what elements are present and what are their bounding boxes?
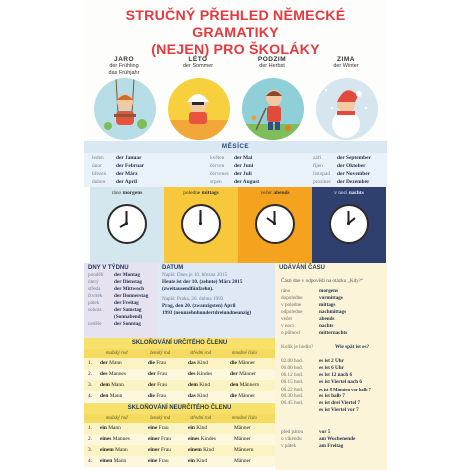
clock-face-icon	[181, 204, 221, 244]
definite-row: 3. dem Mann der Frau dem Kind den Männern	[84, 380, 275, 391]
month-czech: červenec	[210, 171, 230, 177]
definite-row: 1. der Mann die Frau das Kind die Männer	[84, 358, 275, 369]
month-german: der April	[116, 179, 138, 185]
month-row	[313, 154, 371, 162]
day-row: neděle der Sonntag	[88, 321, 141, 327]
clock-evening	[238, 187, 312, 263]
month-czech: říjen	[313, 163, 323, 169]
season-german-alt: das Frühjahr	[108, 70, 140, 76]
time-phrase-row: před pátou vor 5	[281, 429, 331, 435]
day-row: čtvrtek der Donnerstag	[88, 293, 149, 299]
month-czech: září	[313, 155, 322, 161]
daypart-row: dopoledne vormittags	[281, 295, 343, 301]
days-of-week-section	[84, 263, 158, 338]
month-row	[313, 178, 371, 186]
daypart-row: o půlnoci mitternachts	[281, 330, 348, 336]
indefinite-row: 2. eines Mannes einer Frau eines Kindes Männer	[84, 434, 275, 445]
date-section	[158, 263, 275, 338]
month-row	[92, 154, 144, 162]
months-table	[84, 153, 387, 187]
daypart-row: v noci nachts	[281, 323, 334, 329]
season-german: der Herbst	[259, 63, 285, 69]
month-german: der Juni	[234, 163, 254, 169]
clock-time-row: 06.22 hod. es ist 8 Minuten vor halb 7	[281, 387, 371, 393]
clock-time-row: 06.45 hod. es ist drei Viertel 7	[281, 400, 361, 406]
clock-time-row: es ist Viertel vor 7	[319, 407, 359, 413]
month-row	[210, 154, 259, 162]
month-czech: listopad	[313, 171, 331, 177]
clock-night	[312, 187, 386, 263]
month-row	[210, 178, 259, 186]
date-example-2: Napiš: Praha, 20. dubna 1993	[162, 296, 224, 302]
daypart-row: večer abends	[281, 316, 335, 322]
month-row	[92, 178, 144, 186]
season-german: der Winter	[333, 63, 359, 69]
season-winter	[312, 56, 380, 70]
clock-time-row: 02.00 hod. es ist 2 Uhr	[281, 358, 344, 364]
month-german: der Februar	[116, 163, 145, 169]
daypart-row: odpoledne nachmittags	[281, 309, 347, 315]
autumn-rake-illustration	[242, 78, 304, 140]
month-row	[92, 162, 144, 170]
day-row: úterý der Dienstag	[88, 279, 143, 285]
day-row: (Sonnabend)	[114, 314, 143, 320]
months-column-2	[210, 154, 259, 186]
daytime-czech: večer	[260, 190, 273, 196]
season-name: LÉTO	[188, 56, 208, 63]
month-row	[313, 162, 371, 170]
month-german: der März	[116, 171, 138, 177]
poster-title	[84, 8, 387, 59]
winter-snow-illustration	[316, 78, 378, 140]
clock-morning	[90, 187, 164, 263]
month-czech: únor	[92, 163, 102, 169]
season-summer	[164, 56, 232, 70]
day-row: středa der Mittwoch	[88, 286, 145, 292]
month-row	[92, 170, 144, 178]
days-header: DNY V TÝDNU	[88, 265, 129, 271]
month-row	[210, 170, 259, 178]
indefinite-article-header: SKLOŇOVÁNÍ NEURČITÉHO ČLENU	[84, 403, 275, 414]
clock-face-icon	[255, 204, 295, 244]
season-name: ZIMA	[337, 56, 355, 63]
season-german: der Frühling	[109, 63, 139, 69]
date-example-1: Napiš: Dnes je 10. března 2015	[162, 272, 228, 278]
date-example-1-de-2: (zweitausendfünfzehn).	[162, 286, 214, 292]
time-phrase-row: o víkendu am Wochenende	[281, 436, 356, 442]
daypart-row: v poledne mittags	[281, 302, 336, 308]
daytime-german: nachts	[348, 190, 364, 196]
time-telling-section	[275, 263, 387, 470]
month-german: der Mai	[234, 155, 253, 161]
season-name: PODZIM	[257, 56, 287, 63]
season-name: JARO	[113, 56, 135, 63]
month-czech: srpen	[210, 179, 222, 185]
indefinite-row: 3. einem Mann einer Frau einem Kind Männern	[84, 445, 275, 456]
season-autumn	[238, 56, 306, 70]
time-phrase-row: v pátek am Freitag	[281, 443, 344, 449]
daytime-german: mittags	[201, 190, 219, 196]
grammar-poster	[84, 0, 387, 470]
indefinite-row: 4. einen Mann eine Frau ein Kind Männer	[84, 456, 275, 467]
daytime-czech: poledne	[183, 190, 201, 196]
month-czech: leden	[92, 155, 104, 161]
clock-face-icon	[107, 204, 147, 244]
daytime-czech: v noci	[334, 190, 348, 196]
daytime-czech: ráno	[111, 190, 122, 196]
spring-swing-illustration	[94, 78, 156, 140]
month-german: der Juli	[234, 171, 252, 177]
daytime-german: morgens	[122, 190, 143, 196]
month-german: der November	[337, 171, 370, 177]
months-column-3	[313, 154, 371, 186]
date-example-1-de: Heute ist der 10. (zehnte) März 2015	[162, 279, 243, 285]
poster-title-line-2: (NEJEN) PRO ŠKOLÁKY	[151, 42, 320, 58]
month-german: der Oktober	[337, 163, 366, 169]
date-example-2-de-2: 1993 (neunzehnhundertdreiundneunzig)	[162, 310, 252, 316]
clock-noon	[164, 187, 238, 263]
date-header: DATUM	[162, 265, 184, 271]
day-row: sobota der Samstag	[88, 307, 142, 313]
month-german: der September	[337, 155, 371, 161]
days-list	[84, 272, 158, 328]
months-header: MĚSÍCE	[84, 141, 387, 153]
season-spring	[90, 56, 158, 77]
month-german: der Januar	[116, 155, 142, 161]
clock-time-row: 06.15 hod. es ist Viertel nach 6	[281, 379, 362, 385]
definite-row: 2. des Mannes der Frau des Kindes der Männer	[84, 369, 275, 380]
season-german: der Sommer	[182, 63, 214, 69]
daytime-german: abends	[273, 190, 290, 196]
month-row	[313, 170, 371, 178]
month-german: der Dezember	[337, 179, 370, 185]
clock-time-row: 06.00 hod. es ist 6 Uhr	[281, 365, 344, 371]
summer-beach-illustration	[168, 78, 230, 140]
date-example-2-de: Prag, den 20. (zwanzigsten) April	[162, 303, 236, 309]
time-header: UDÁVÁNÍ ČASU	[279, 265, 326, 271]
month-german: der August	[234, 179, 260, 185]
clock-time-row: 06.12 hod. es ist 12 nach 6	[281, 372, 353, 378]
definite-column-headers: mužský rod ženský rod střední rod množné číslo	[84, 349, 275, 358]
poster-title-line-1: STRUČNÝ PŘEHLED NĚMECKÉ GRAMATIKY	[125, 8, 346, 41]
time-question-row: Kolik je hodin? Wie spät ist es?	[281, 344, 370, 350]
daypart-row: ráno morgens	[281, 288, 339, 294]
month-row	[210, 162, 259, 170]
time-intro: Části dne v odpovědi na otázku „Kdy?“	[281, 278, 364, 284]
clock-face-icon	[329, 204, 369, 244]
day-row: pátek der Freitag	[88, 300, 139, 306]
indefinite-column-headers: mužský rod ženský rod střední rod množné číslo	[84, 414, 275, 423]
definite-article-header: SKLOŇOVÁNÍ URČITÉHO ČLENU	[84, 338, 275, 349]
months-column-1	[92, 154, 144, 186]
day-row: pondělí der Montag	[88, 272, 140, 278]
month-czech: květen	[210, 155, 225, 161]
month-czech: duben	[92, 179, 106, 185]
definite-row: 4. den Mann die Frau das Kind die Männer	[84, 391, 275, 402]
month-czech: prosinec	[313, 179, 332, 185]
indefinite-row: 1. ein Mann eine Frau ein Kind Männer	[84, 423, 275, 434]
month-czech: červen	[210, 163, 225, 169]
clock-time-row: 06.30 hod. es ist halb 7	[281, 393, 345, 399]
month-czech: březen	[92, 171, 107, 177]
